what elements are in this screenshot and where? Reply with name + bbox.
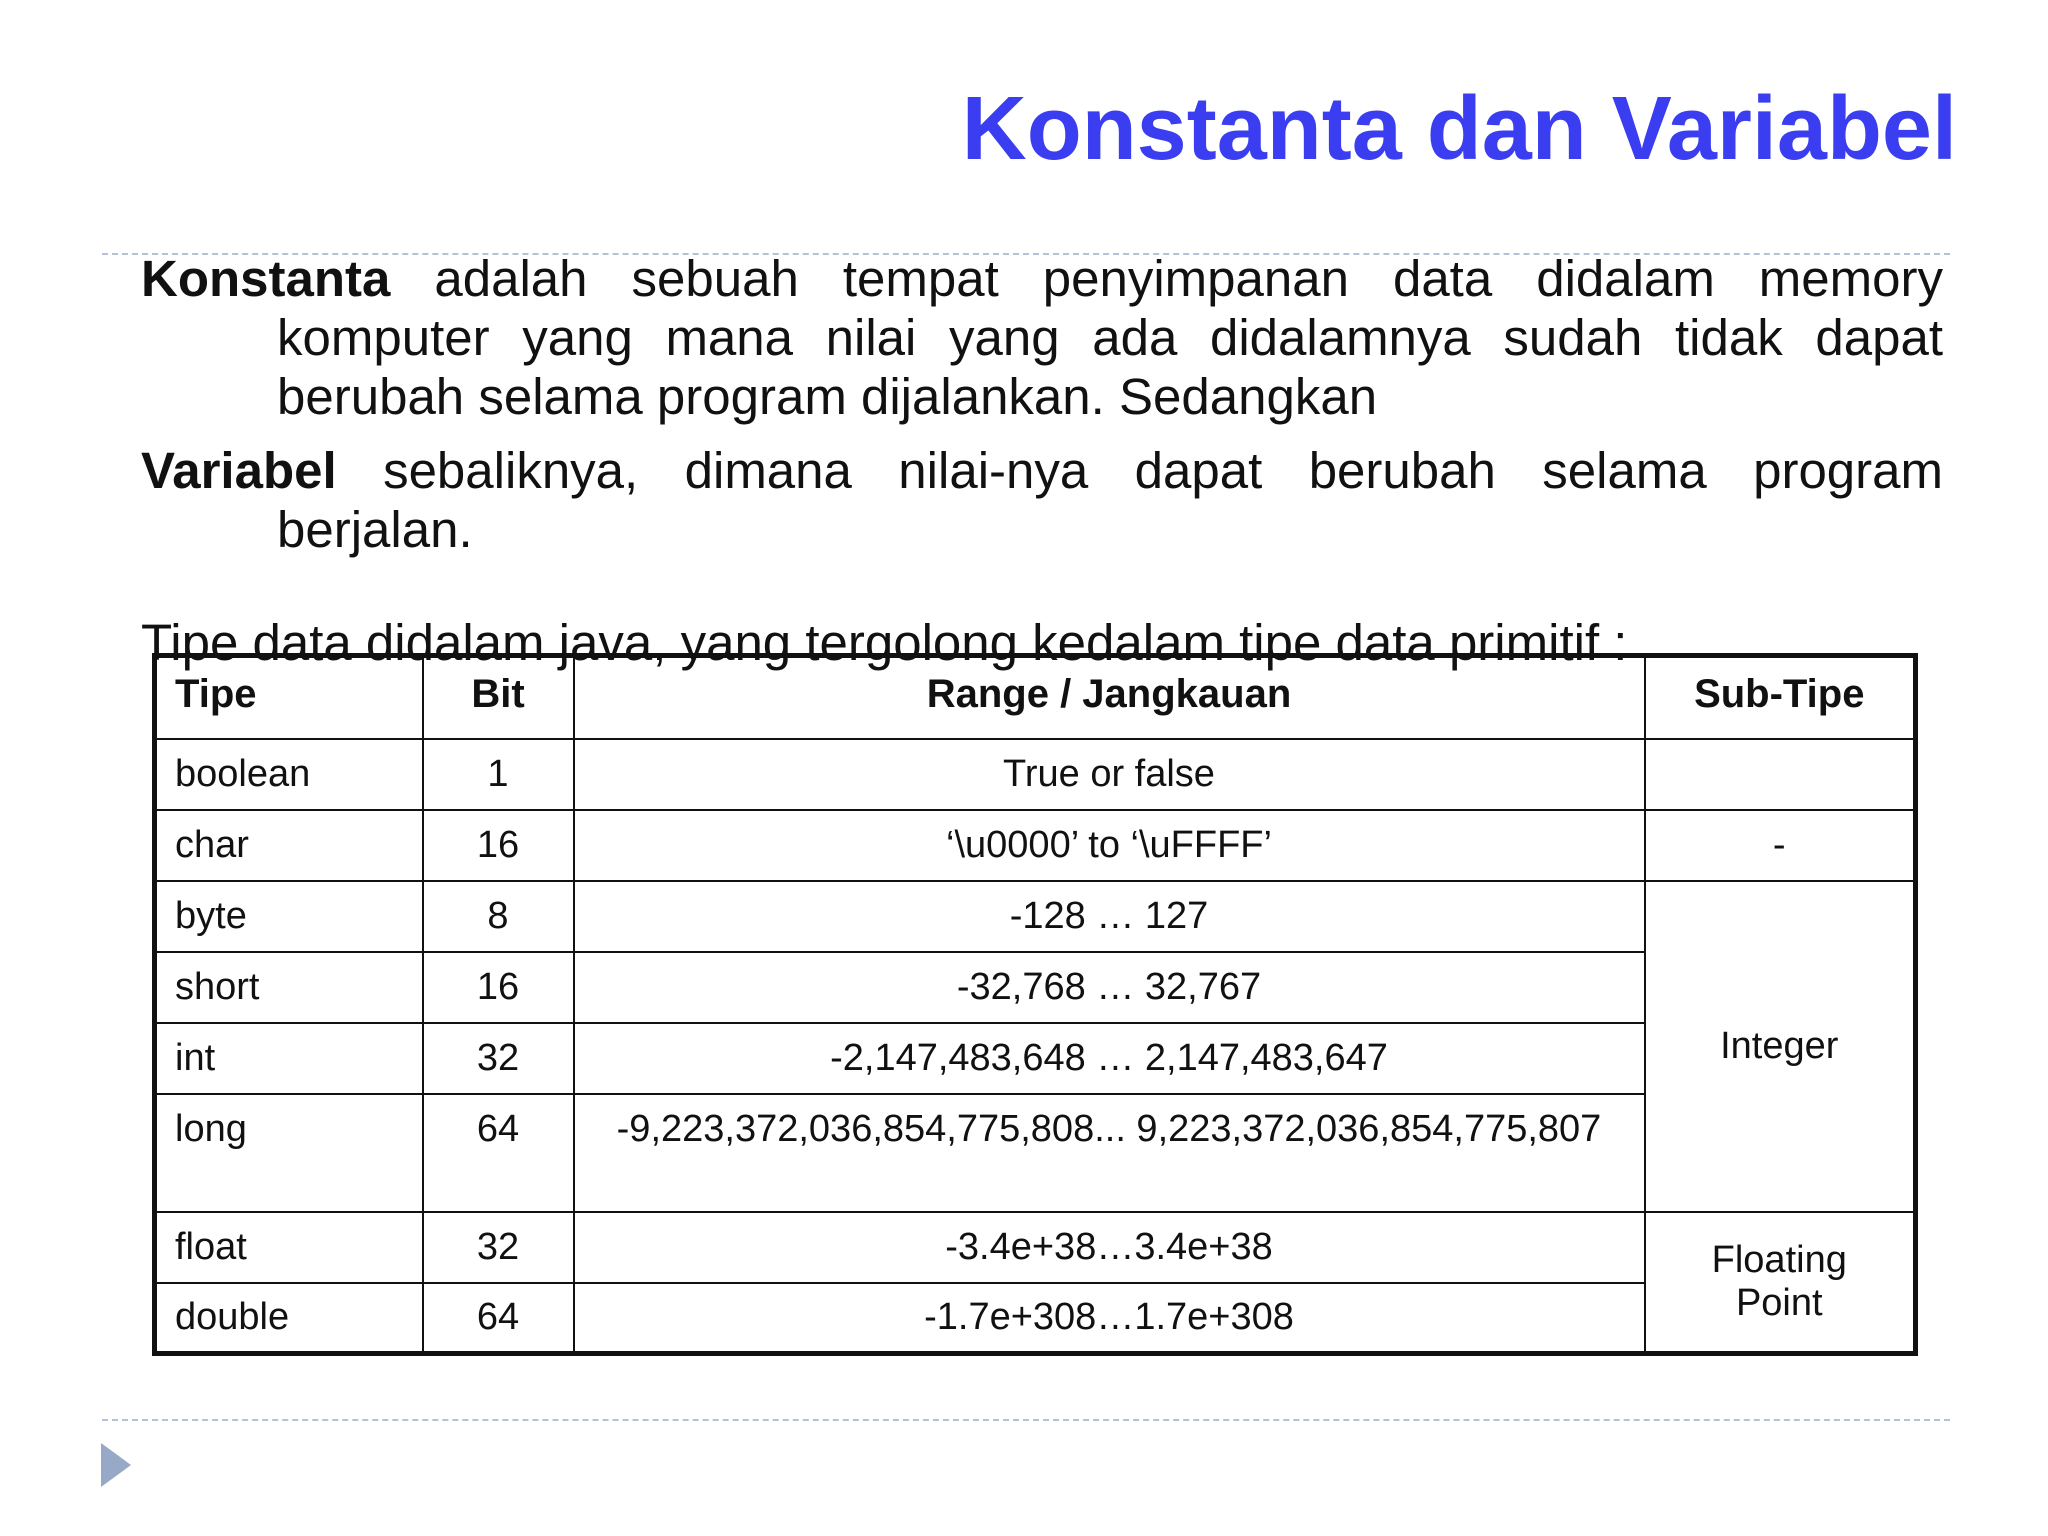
konstanta-line-3: berubah selama program dijalankan. Sedangkan [277,368,1378,425]
konstanta-line-1 [141,249,1943,308]
konstanta-paragraph [141,249,1943,426]
cell-bit: 64 [423,1283,574,1354]
cell-sub-tipe: - [1645,810,1916,881]
cell-bit: 16 [423,952,574,1023]
primitive-types-intro: Tipe data didalam java, yang tergolong kedalam tipe data primitif : [141,614,1628,671]
slide-title: Konstanta dan Variabel [961,79,1957,179]
cell-tipe: short [155,952,423,1023]
cell-bit: 8 [423,881,574,952]
cell-sub-tipe-floating-point [1645,1212,1916,1354]
primitive-types-table [152,653,1918,1356]
cell-range: ‘\u0000’ to ‘\uFFFF’ [574,810,1645,881]
floating-label-line-2: Point [1735,1281,1823,1324]
variabel-line-1 [141,441,1943,500]
bottom-divider [102,1419,1950,1421]
table-header-row [155,656,1916,739]
cell-tipe: char [155,810,423,881]
cell-sub-tipe-integer: Integer [1645,881,1916,1212]
header-bit: Bit [423,656,574,739]
play-triangle-icon [101,1443,131,1487]
cell-bit: 1 [423,739,574,810]
cell-bit: 32 [423,1023,574,1094]
variabel-paragraph [141,441,1943,559]
table-row [155,739,1916,810]
cell-range: -1.7e+308…1.7e+308 [574,1283,1645,1354]
table-row [155,1212,1916,1283]
floating-label-line-1: Floating [1711,1238,1847,1281]
header-sub-tipe: Sub-Tipe [1645,656,1916,739]
variabel-line-2: berjalan. [277,501,473,558]
cell-range: -3.4e+38…3.4e+38 [574,1212,1645,1283]
header-tipe: Tipe [155,656,423,739]
cell-range: True or false [574,739,1645,810]
cell-range: -32,768 … 32,767 [574,952,1645,1023]
cell-tipe: double [155,1283,423,1354]
konstanta-line-2: komputer yang mana nilai yang ada didalamnya sudah tidak dapat [277,309,1943,366]
cell-tipe: long [155,1094,423,1212]
cell-tipe: boolean [155,739,423,810]
variabel-term: Variabel [141,442,337,499]
table-row [155,881,1916,952]
variabel-text-1: sebaliknya, dimana nilai-nya dapat berubah selama program [383,442,1944,499]
cell-sub-tipe [1645,739,1916,810]
cell-range: -2,147,483,648 … 2,147,483,647 [574,1023,1645,1094]
konstanta-text-1: adalah sebuah tempat penyimpanan data didalam memory [434,250,1943,307]
cell-range: -128 … 127 [574,881,1645,952]
cell-bit: 32 [423,1212,574,1283]
table-row [155,810,1916,881]
konstanta-term: Konstanta [141,250,391,307]
cell-tipe: float [155,1212,423,1283]
cell-tipe: byte [155,881,423,952]
cell-tipe: int [155,1023,423,1094]
cell-range: -9,223,372,036,854,775,808... 9,223,372,036,854,775,807 [574,1094,1645,1212]
cell-bit: 64 [423,1094,574,1212]
header-range: Range / Jangkauan [574,656,1645,739]
cell-bit: 16 [423,810,574,881]
